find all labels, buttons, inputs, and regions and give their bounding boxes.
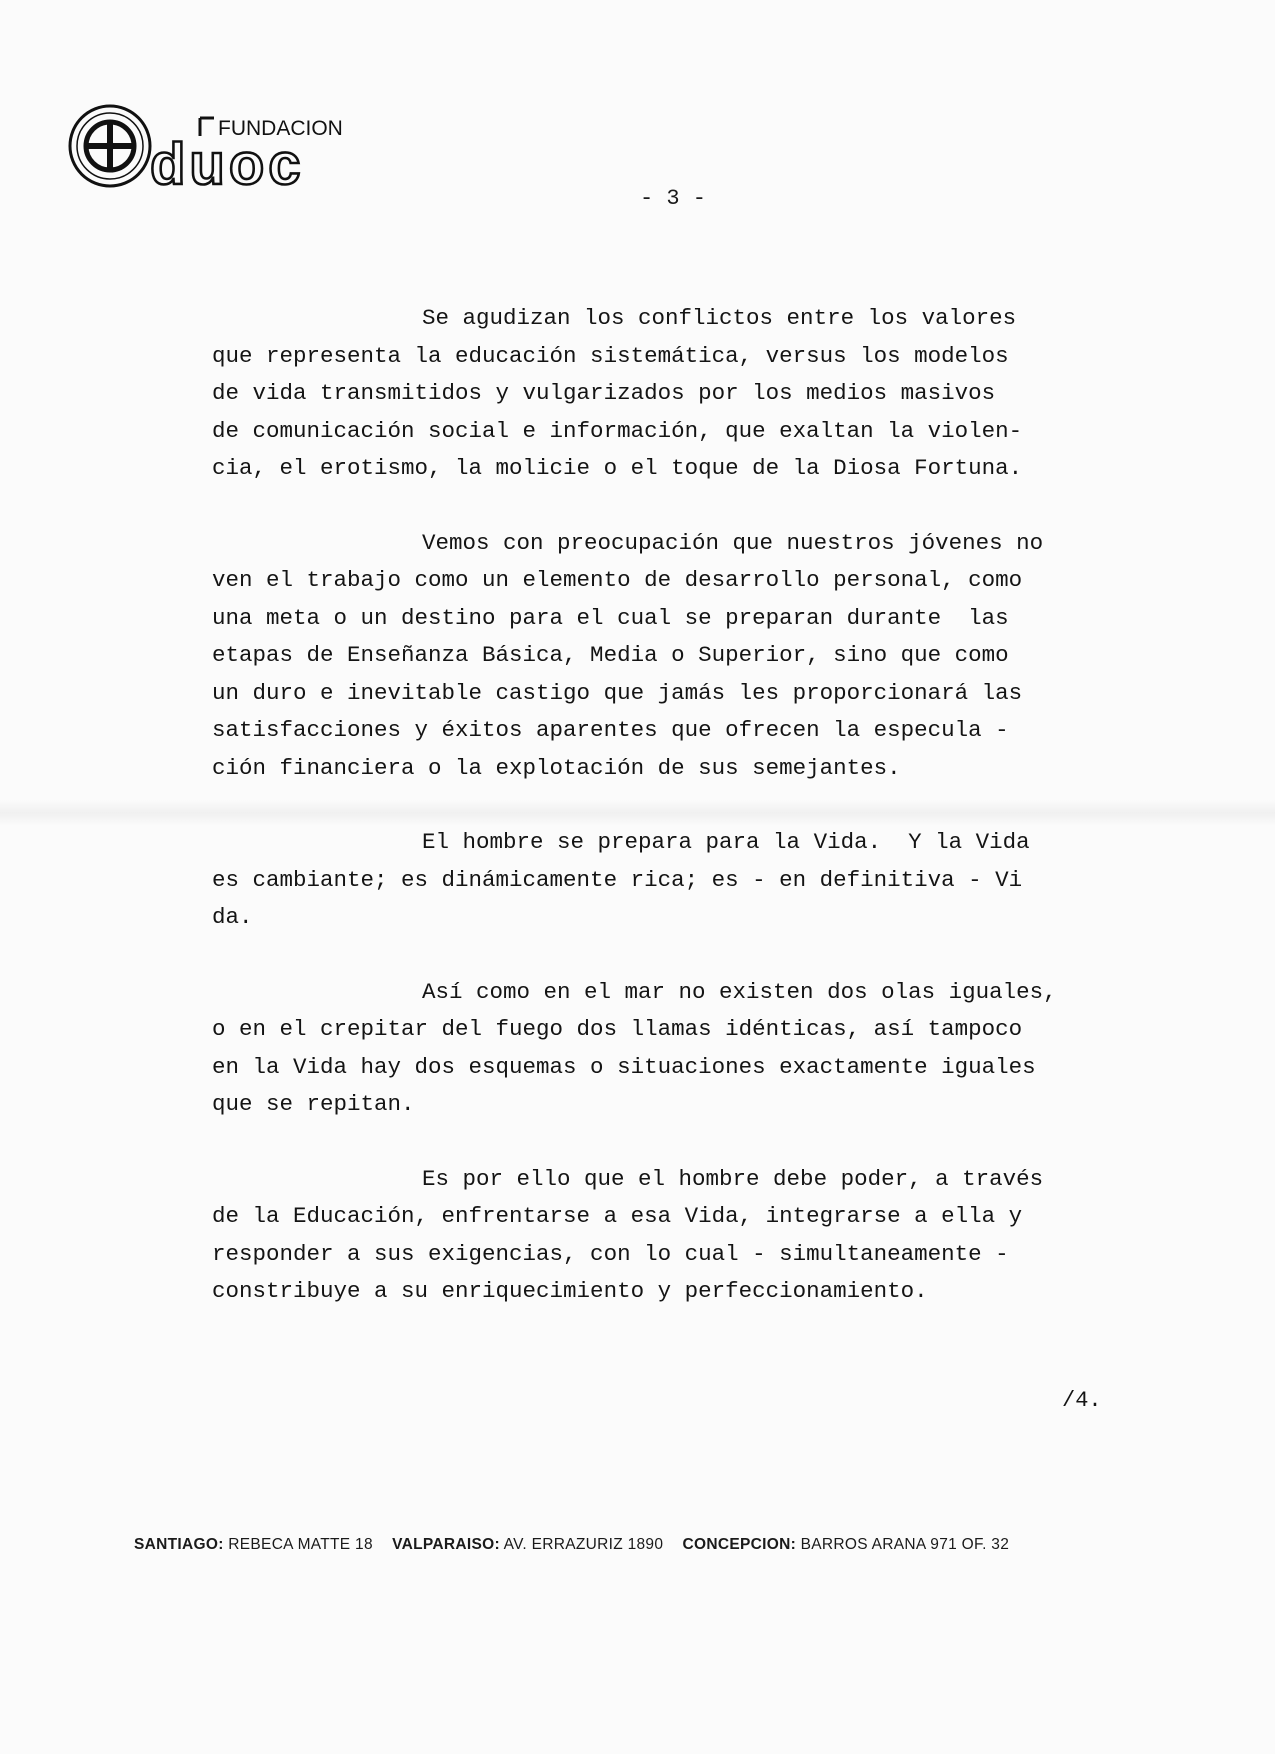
text-line: de la Educación, enfrentarse a esa Vida, integrarse a ella y xyxy=(212,1203,1023,1229)
logo-graphic xyxy=(66,100,411,192)
paragraph-5 xyxy=(212,1161,1142,1311)
text-line: o en el crepitar del fuego dos llamas idénticas, así tampoco xyxy=(212,1016,1023,1042)
text-line: una meta o un destino para el cual se preparan durante las xyxy=(212,604,1009,631)
footer-santiago-address: REBECA MATTE 18 xyxy=(228,1536,373,1553)
text-line: satisfacciones y éxitos aparentes que ofrecen la especula - xyxy=(212,717,1009,743)
logo-brand: duoc xyxy=(150,132,305,192)
footer-concepcion-city: CONCEPCION: xyxy=(682,1536,797,1553)
footer-concepcion-address: BARROS ARANA 971 OF. 32 xyxy=(800,1536,1010,1553)
letter-body xyxy=(212,300,1142,1348)
paragraph-2 xyxy=(212,525,1142,788)
text-line: El hombre se prepara para la Vida. Y la Vida xyxy=(422,829,1030,855)
footer-santiago-city: SANTIAGO: xyxy=(134,1536,224,1553)
text-line: constribuye a su enriquecimiento y perfeccionamiento. xyxy=(212,1278,928,1304)
text-line: cia, el erotismo, la molicie o el toque de la Diosa Fortuna. xyxy=(212,455,1023,481)
paragraph-1 xyxy=(212,300,1142,488)
text-line: etapas de Enseñanza Básica, Media o Superior, sino que como xyxy=(212,642,1009,668)
text-line: Es por ello que el hombre debe poder, a través xyxy=(422,1165,1044,1192)
text-line: responder a sus exigencias, con lo cual - simultaneamente - xyxy=(212,1240,1009,1267)
logo-label: FUNDACION xyxy=(218,117,343,140)
text-line: que se repitan. xyxy=(212,1091,415,1117)
text-line: de comunicación social e información, que exaltan la violen- xyxy=(212,417,1023,444)
text-line: da. xyxy=(212,904,253,930)
text-line: Vemos con preocupación que nuestros jóvenes no xyxy=(422,529,1044,556)
text-line: ción financiera o la explotación de sus semejantes. xyxy=(212,754,901,781)
text-line: ven el trabajo como un elemento de desarrollo personal, como xyxy=(212,567,1023,593)
footer-valparaiso-city: VALPARAISO: xyxy=(392,1536,500,1553)
text-line: en la Vida hay dos esquemas o situaciones exactamente iguales xyxy=(212,1053,1036,1080)
paragraph-3 xyxy=(212,824,1142,937)
text-line: Así como en el mar no existen dos olas iguales, xyxy=(422,978,1057,1005)
footer-addresses xyxy=(134,1536,1144,1554)
fundacion-duoc-logo xyxy=(66,100,411,192)
paragraph-4 xyxy=(212,974,1142,1124)
seal-icon xyxy=(70,106,150,186)
text-line: que representa la educación sistemática, versus los modelos xyxy=(212,342,1009,369)
page-number: - 3 - xyxy=(640,186,707,211)
text-line: es cambiante; es dinámicamente rica; es - en definitiva - Vi xyxy=(212,866,1023,893)
text-line: de vida transmitidos y vulgarizados por los medios masivos xyxy=(212,380,996,406)
text-line: Se agudizan los conflictos entre los valores xyxy=(422,305,1017,331)
continuation-marker: /4. xyxy=(1062,1388,1102,1413)
text-line: un duro e inevitable castigo que jamás les proporcionará las xyxy=(212,679,1023,706)
footer-valparaiso-address: AV. ERRAZURIZ 1890 xyxy=(503,1536,664,1553)
